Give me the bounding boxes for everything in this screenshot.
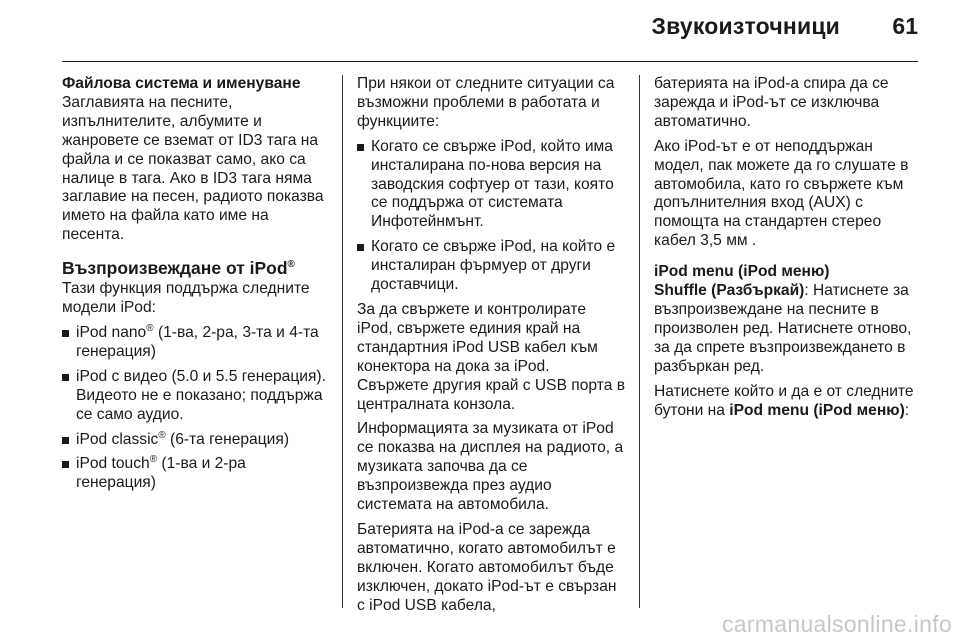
- paragraph-problems: При някои от следните ситуации са възможни проблеми в работата и функциите:: [357, 75, 615, 130]
- list-item-text: iPod classic: [76, 430, 159, 448]
- list-item: [62, 431, 330, 450]
- column-2: [357, 75, 625, 621]
- bullet-icon: [357, 244, 364, 251]
- section-heading-ipod: [62, 258, 330, 278]
- list-item-text-rest: (1-ва и 2-ра генерация): [76, 455, 246, 492]
- list-item: [62, 455, 330, 493]
- list-item: [62, 368, 330, 425]
- problems-list: [357, 138, 625, 295]
- shuffle-label: Shuffle (Разбъркай): [654, 282, 805, 300]
- paragraph-shuffle: [654, 282, 924, 377]
- bullet-icon: [62, 330, 69, 337]
- paragraph-connect: За да свържете и контролирате iPod, свържете единия край на стандартния iPod USB кабел към конектора на дока за iPod. Свържете другия край с USB порта в централната конзола.: [357, 300, 626, 413]
- list-item-text-rest: (6-та генерация): [165, 430, 290, 448]
- list-item-text-rest: (1-ва, 2-ра, 3-та и 4-та генерация): [76, 323, 319, 360]
- bullet-icon: [62, 437, 69, 444]
- registered-mark: ®: [158, 429, 166, 441]
- column-1: [62, 75, 330, 499]
- paragraph-battery: Батерията на iPod-а се зарежда автоматично, когато автомобилът е включен. Когато автомобилът бъде изключен, докато iPod-ът е свързан с iPod USB кабела,: [357, 520, 617, 614]
- registered-mark: ®: [287, 259, 295, 271]
- section-heading-file-system: Файлова система и именуване: [62, 75, 301, 92]
- section-heading-ipod-menu: iPod menu (iPod меню): [654, 263, 830, 281]
- list-item-text: iPod touch: [76, 455, 150, 473]
- shuffle-text: : Натиснете за възпроизвеждане на песните в произволен ред. Натиснете отново, за да спрете възпроизвеждането в разбъркан ред.: [654, 282, 912, 375]
- list-item-text: iPod nano: [76, 323, 147, 341]
- header-divider: [62, 61, 918, 62]
- page-number: 61: [892, 13, 918, 39]
- watermark: carmanualsonline.info: [721, 611, 952, 637]
- column-divider-2: [639, 75, 640, 608]
- ipod-menu-ref: iPod menu (iPod меню): [729, 401, 905, 419]
- registered-mark: ®: [146, 322, 154, 334]
- bullet-icon: [357, 144, 364, 151]
- list-item-text: iPod с видео (5.0 и 5.5 генерация). Видеото не е показано; поддържа се само аудио.: [76, 367, 326, 423]
- list-item: [357, 138, 625, 233]
- column-3: [654, 75, 924, 426]
- list-item-text: Когато се свърже iPod, на който е инсталиран фърмуер от други доставчици.: [371, 238, 616, 294]
- list-item: [62, 324, 330, 362]
- bullet-icon: [62, 461, 69, 468]
- paragraph-file-system: Заглавията на песните, изпълнителите, албумите и жанровете се вземат от ID3 тага на файла и се показват само, ако са налице в тага. Ако в ID3 тага няма заглавие на песен, радиото показва името на файла като име на песента.: [62, 93, 324, 244]
- registered-mark: ®: [149, 454, 158, 466]
- page-header: [0, 0, 960, 62]
- paragraph-unsupported: Ако iPod-ът е от неподдържан модел, пак можете да го слушате в автомобила, като го свържете към допълнителния вход (AUX) с помощта на стандартен стерео кабел 3,5 мм .: [654, 137, 909, 250]
- column-divider-1: [342, 75, 343, 608]
- section-heading-ipod-text: Възпроизвеждане от iPod: [62, 258, 288, 279]
- page-title: Звукоизточници: [651, 13, 840, 39]
- paragraph-battery-cont: батерията на iPod-а спира да се зарежда и iPod-ът се изключва автоматично.: [654, 75, 889, 130]
- list-item-text: Когато се свърже iPod, който има инсталирана по-нова версия на заводския софтуер от тази, която се поддържа от системата Инфотейнмънт.: [371, 137, 614, 231]
- buttons-colon: :: [904, 401, 910, 419]
- bullet-icon: [62, 374, 69, 381]
- ipod-models-list: [62, 324, 330, 493]
- paragraph-ipod-models: Тази функция поддържа следните модели iPod:: [62, 280, 310, 317]
- paragraph-buttons: [654, 383, 924, 421]
- paragraph-music-info: Информацията за музиката от iPod се показва на дисплея на радиото, а музиката започва да се възпроизвежда през аудио системата на автомобила.: [357, 420, 624, 514]
- list-item: [357, 238, 625, 295]
- buttons-text: Натиснете който и да е от следните бутони на: [654, 382, 914, 419]
